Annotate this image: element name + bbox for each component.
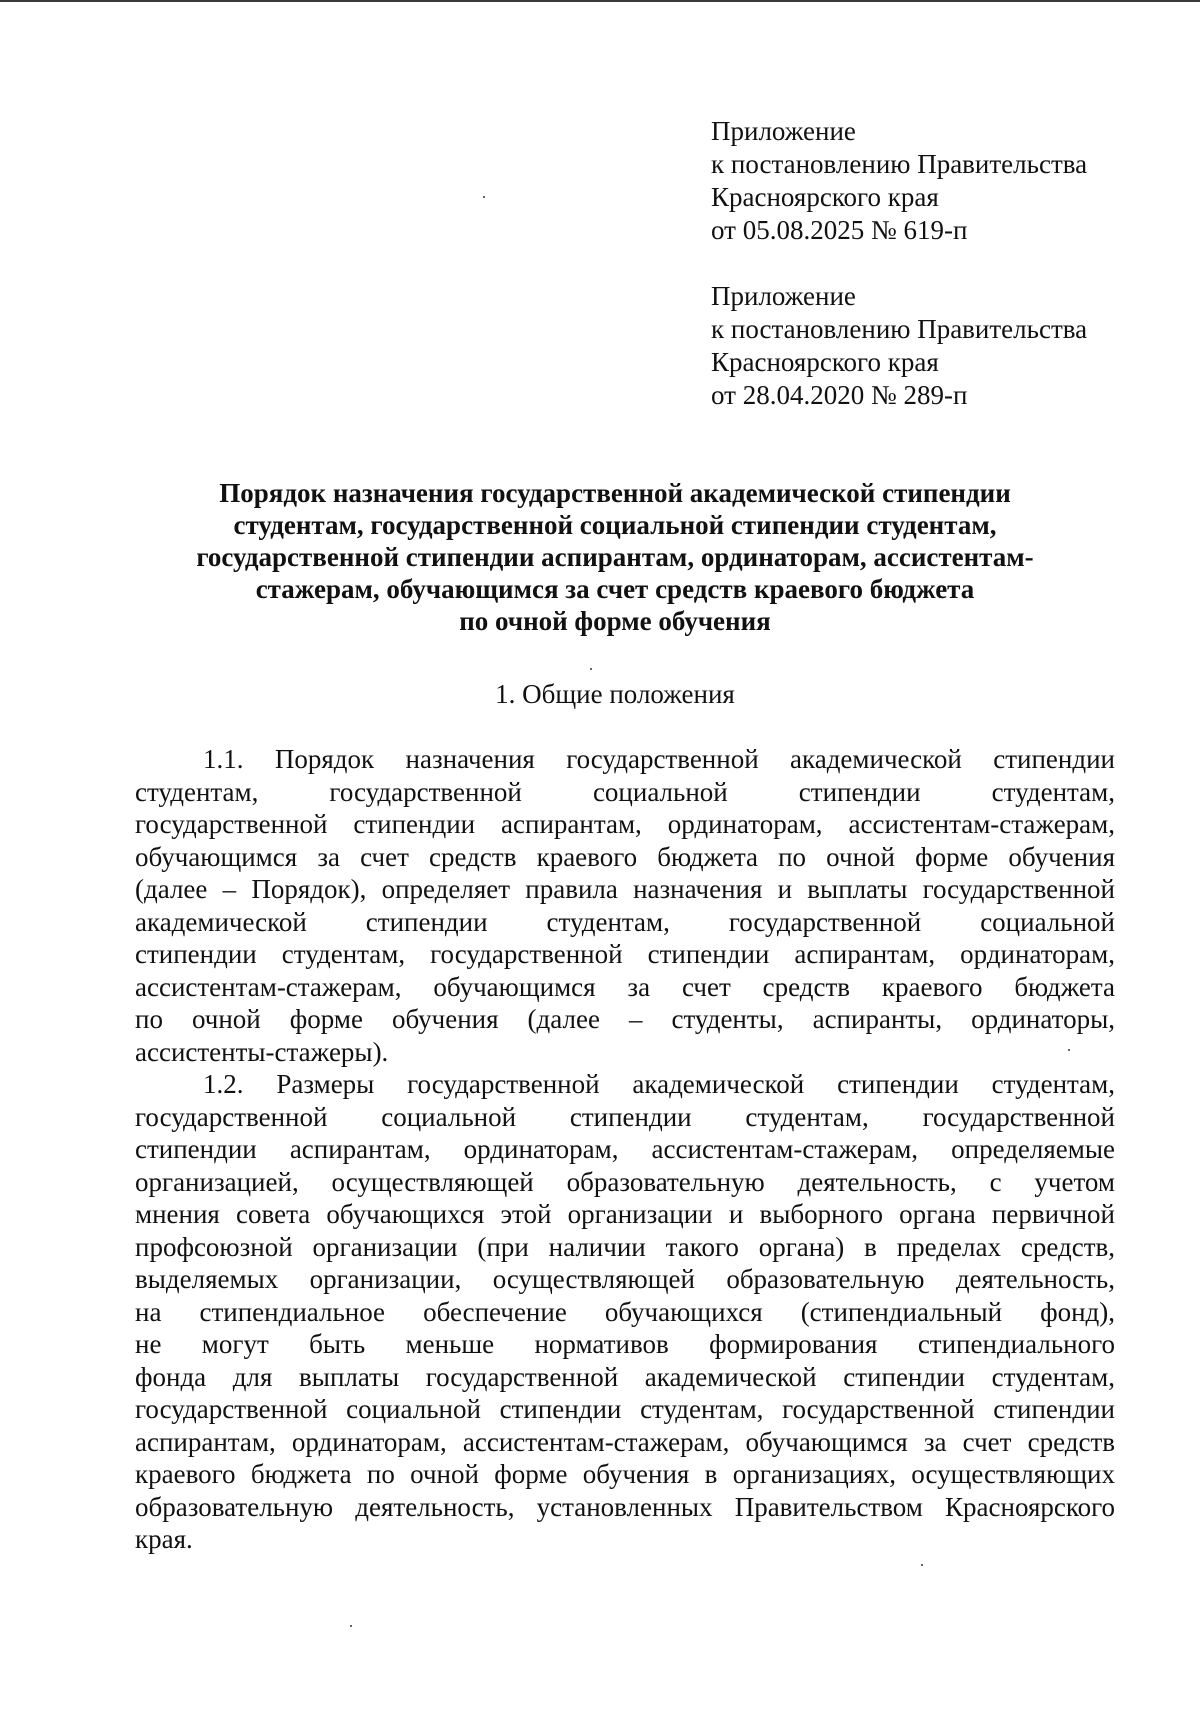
paragraph-line: профсоюзной организации (при наличии такого органа) в пределах средств, — [135, 1231, 1115, 1262]
scan-speck — [350, 1625, 352, 1627]
title-line: студентам, государственной социальной стипендии студентам, — [233, 510, 997, 540]
scan-speck — [590, 668, 592, 670]
stamp-line: Приложение — [711, 281, 856, 311]
paragraph-line: 1.2. Размеры государственной академической стипендии студентам, — [203, 1069, 1115, 1099]
scan-speck — [483, 196, 485, 198]
paragraph-line: 1.1. Порядок назначения государственной академической стипендии — [203, 744, 1115, 774]
paragraph-line: стипендии аспирантам, ординаторам, ассистентам-стажерам, определяемые — [135, 1134, 1115, 1164]
paragraph-line: фонда для выплаты государственной академической стипендии студентам, — [135, 1361, 1115, 1392]
stamp-line: к постановлению Правительства — [711, 149, 1088, 179]
paragraph-line: ассистентам-стажерам, обучающимся за счет средств краевого бюджета — [135, 971, 1115, 1002]
paragraph-line: по очной форме обучения (далее – студенты, аспиранты, ординаторы, — [135, 1004, 1115, 1034]
paragraph-line: стипендии студентам, государственной стипендии аспирантам, ординаторам, — [135, 939, 1115, 969]
stamp-line: к постановлению Правительства — [711, 314, 1088, 344]
paragraph-line: не могут быть меньше нормативов формирования стипендиального — [135, 1329, 1115, 1359]
paragraph-1-1 — [135, 743, 1115, 1068]
paragraph-1-2 — [135, 1068, 1115, 1556]
scan-speck — [921, 1564, 923, 1566]
title-line: по очной форме обучения — [459, 606, 771, 636]
paragraph-line: обучающимся за счет средств краевого бюджета по очной форме обучения — [135, 841, 1115, 872]
stamp-line: Приложение — [711, 116, 856, 146]
section-heading: 1. Общие положения — [495, 679, 735, 709]
paragraph-line: образовательную деятельность, установленных Правительством Красноярского — [135, 1491, 1115, 1522]
paragraph-line: студентам, государственной социальной стипендии студентам, — [135, 776, 1115, 807]
paragraph-line: ассистенты-стажеры). — [135, 1036, 389, 1067]
paragraph-line: (далее – Порядок), определяет правила назначения и выплаты государственной — [135, 874, 1115, 904]
appendix-stamp-current — [711, 115, 1087, 247]
paragraph-line: аспирантам, ординаторам, ассистентам-стажерам, обучающимся за счет средств — [135, 1426, 1115, 1457]
paragraph-line: на стипендиальное обеспечение обучающихся (стипендиальный фонд), — [135, 1296, 1115, 1327]
stamp-line: от 05.08.2025 № 619-п — [711, 215, 968, 245]
appendix-stamp-previous — [711, 280, 1087, 412]
stamp-line: Красноярского края — [711, 182, 939, 212]
paragraph-line: организацией, осуществляющей образовательную деятельность, с учетом — [135, 1166, 1115, 1197]
paragraph-line: государственной социальной стипендии студентам, государственной — [135, 1101, 1115, 1132]
paragraph-line: выделяемых организации, осуществляющей образовательную деятельность, — [135, 1264, 1115, 1294]
paragraph-line: краевого бюджета по очной форме обучения в организациях, осуществляющих — [135, 1459, 1115, 1489]
stamp-line: Красноярского края — [711, 347, 939, 377]
paragraph-line: государственной социальной стипендии студентам, государственной стипендии — [135, 1394, 1115, 1424]
scan-speck — [1068, 1049, 1070, 1051]
document-title — [130, 477, 1100, 637]
paragraph-line: академической стипендии студентам, государственной социальной — [135, 906, 1115, 937]
paragraph-line: государственной стипендии аспирантам, ординаторам, ассистентам-стажерам, — [135, 809, 1115, 839]
title-line: стажерам, обучающимся за счет средств краевого бюджета — [255, 574, 975, 604]
stamp-line: от 28.04.2020 № 289-п — [711, 380, 968, 410]
document-body — [135, 743, 1115, 1556]
paragraph-line: края. — [135, 1524, 193, 1554]
title-line: государственной стипендии аспирантам, ординаторам, ассистентам- — [196, 542, 1034, 572]
paragraph-line: мнения совета обучающихся этой организации и выборного органа первичной — [135, 1199, 1115, 1229]
title-line: Порядок назначения государственной академической стипендии — [219, 478, 1011, 508]
